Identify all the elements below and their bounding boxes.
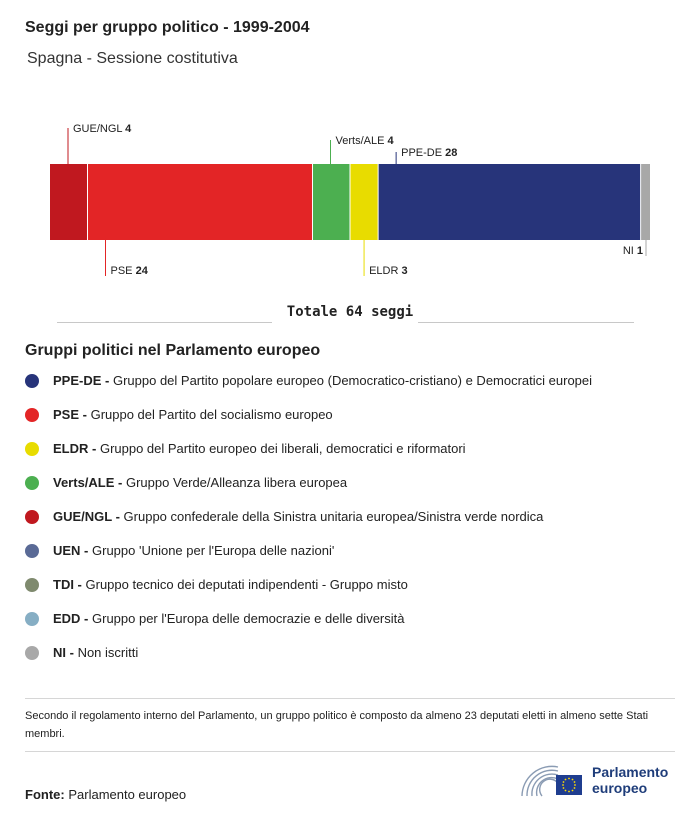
legend-desc: Gruppo del Partito del socialismo europeo	[90, 407, 333, 422]
legend-desc: Non iscritti	[77, 645, 139, 660]
legend-item	[25, 609, 592, 643]
total-divider-left	[57, 322, 272, 323]
bar-segment-pse	[88, 164, 313, 240]
total-divider-right	[418, 322, 634, 323]
legend-item	[25, 371, 592, 405]
legend-abbr: Verts/ALE -	[53, 475, 126, 490]
legend-title: Gruppi politici nel Parlamento europeo	[25, 342, 321, 359]
legend-abbr: UEN -	[53, 543, 92, 558]
legend-swatch	[25, 408, 39, 422]
legend-desc: Gruppo 'Unione per l'Europa delle nazioni'	[92, 543, 335, 558]
note-divider-top	[25, 698, 675, 699]
bar-segment-gue-ngl	[50, 164, 88, 240]
legend	[25, 371, 592, 677]
chart-title: Seggi per gruppo politico - 1999-2004	[25, 19, 310, 36]
bar-segment-eldr	[350, 164, 378, 240]
bar-label-gue-ngl: GUE/NGL 4	[73, 123, 132, 135]
legend-swatch	[25, 476, 39, 490]
parliament-logo	[520, 762, 668, 798]
source-label: Fonte:	[25, 787, 65, 802]
legend-abbr: EDD -	[53, 611, 92, 626]
legend-abbr: PSE -	[53, 407, 91, 422]
bar-segment-ni	[641, 164, 650, 240]
chart-subtitle: Spagna - Sessione costitutiva	[27, 50, 238, 67]
legend-abbr: NI -	[53, 645, 78, 660]
bar-label-pse: PSE 24	[110, 265, 148, 277]
bar-label-verts-ale: Verts/ALE 4	[335, 135, 394, 147]
logo-line-2: europeo	[592, 780, 648, 796]
legend-abbr: GUE/NGL -	[53, 509, 124, 524]
total-seats: Totale 64 seggi	[286, 304, 414, 320]
legend-desc: Gruppo del Partito popolare europeo (Democratico-cristiano) e Democratici europei	[112, 373, 593, 388]
legend-swatch	[25, 578, 39, 592]
note-divider-bottom	[25, 751, 675, 752]
bar-segment-ppe-de	[378, 164, 641, 240]
legend-desc: Gruppo del Partito europeo dei liberali, democratici e riformatori	[99, 441, 466, 456]
footnote: Secondo il regolamento interno del Parlamento, un gruppo politico è composto da almeno 23 deputati eletti in almeno sette Stati membri.	[25, 710, 649, 740]
legend-swatch	[25, 646, 39, 660]
legend-abbr: ELDR -	[53, 441, 100, 456]
legend-desc: Gruppo Verde/Alleanza libera europea	[125, 475, 348, 490]
legend-desc: Gruppo confederale della Sinistra unitaria europea/Sinistra verde nordica	[123, 509, 544, 524]
legend-item	[25, 575, 592, 609]
source	[25, 787, 186, 802]
hemicycle-flag-icon	[520, 762, 584, 798]
legend-desc: Gruppo per l'Europa delle democrazie e delle diversità	[92, 611, 405, 626]
legend-swatch	[25, 374, 39, 388]
legend-item	[25, 541, 592, 575]
legend-swatch	[25, 442, 39, 456]
legend-abbr: TDI -	[53, 577, 86, 592]
bar-label-ppe-de: PPE-DE 28	[401, 147, 458, 159]
bar-label-eldr: ELDR 3	[369, 265, 408, 277]
legend-item	[25, 405, 592, 439]
legend-swatch	[25, 510, 39, 524]
legend-item	[25, 643, 592, 677]
legend-swatch	[25, 612, 39, 626]
legend-abbr: PPE-DE -	[53, 373, 113, 388]
legend-item	[25, 439, 592, 473]
bar-label-ni: NI 1	[622, 245, 643, 257]
legend-item	[25, 507, 592, 541]
source-value: Parlamento europeo	[68, 787, 187, 802]
bar-segment-verts-ale	[313, 164, 351, 240]
stacked-bar-chart	[0, 120, 700, 285]
legend-desc: Gruppo tecnico dei deputati indipendenti - Gruppo misto	[85, 577, 408, 592]
legend-item	[25, 473, 592, 507]
legend-swatch	[25, 544, 39, 558]
logo-line-1: Parlamento	[592, 764, 669, 780]
